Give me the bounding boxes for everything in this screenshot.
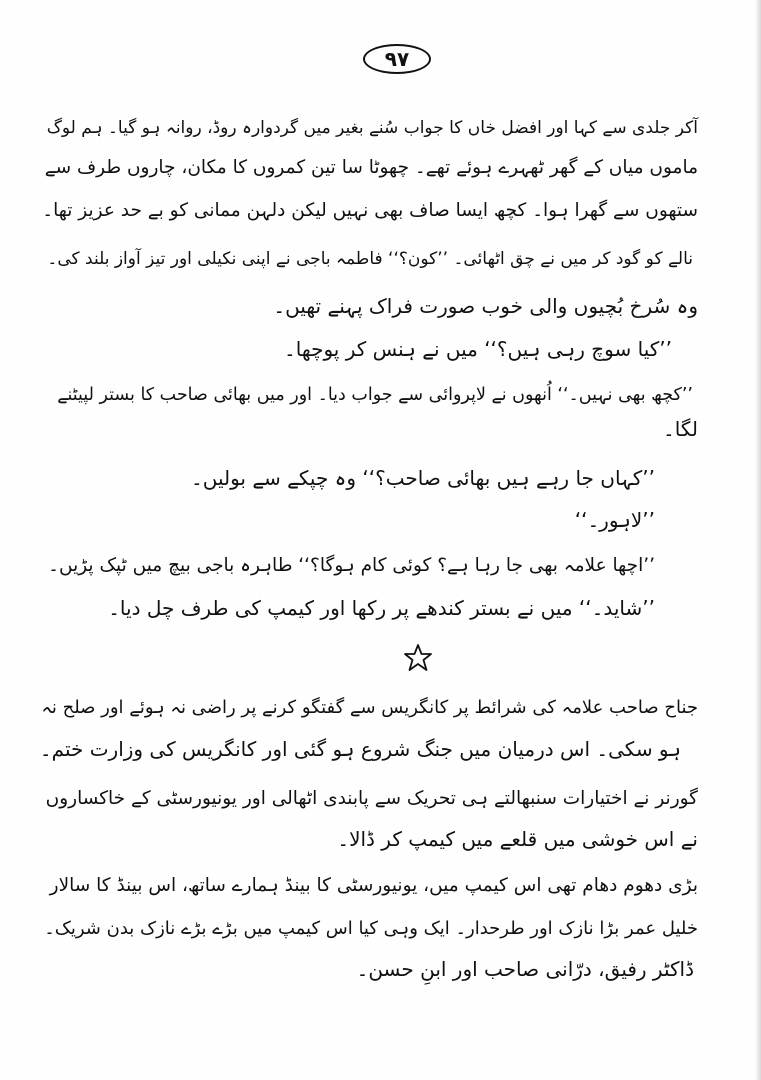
text-line-8: لگا۔ [663, 417, 698, 441]
text-line-19: ڈاکٹر رفیق، درّانی صاحب اور ابنِ حسن۔ [356, 957, 694, 981]
text-line-4: نالے کو گود کر میں نے چق اٹھائی۔ ’’کون؟‘‘ فاطمہ باجی نے اپنی نکیلی اور تیز آواز بلند کی۔ [47, 249, 693, 269]
text-line-1: آکر جلدی سے کہا اور افضل خاں کا جواب سُنے بغیر میں گردوارہ روڈ، روانہ ہو گیا۔ ہم لوگ [46, 118, 698, 138]
text-line-3: ستھوں سے گھرا ہوا۔ کچھ ایسا صاف بھی نہیں لیکن دلہن ممانی کو بے حد عزیز تھا۔ [42, 200, 698, 221]
text-line-7: ’’کچھ بھی نہیں۔‘‘ اُنھوں نے لاپروائی سے جواب دیا۔ اور میں بھائی صاحب کا بستر لپیٹنے [57, 385, 693, 405]
page-number: ۹۷ [363, 44, 431, 74]
text-line-11: ’’اچھا علامہ بھی جا رہا ہے؟ کوئی کام ہوگا؟‘‘ طاہرہ باجی بیچ میں ٹپک پڑیں۔ [48, 555, 655, 576]
page-edge [755, 0, 761, 1080]
text-line-12: ’’شاید۔‘‘ میں نے بستر کندھے پر رکھا اور کیمپ کی طرف چل دیا۔ [108, 596, 655, 620]
text-line-16: نے اس خوشی میں قلعے میں کیمپ کر ڈالا۔ [337, 827, 698, 851]
text-line-2: ماموں میاں کے گھر ٹھہرے ہوئے تھے۔ چھوٹا سا تین کمروں کا مکان، چاروں طرف سے [44, 157, 698, 178]
text-line-10: ’’لاہور۔‘‘ [574, 508, 655, 532]
text-line-13: جناح صاحب علامہ کی شرائط پر کانگریس سے گفتگو کرنے پر راضی نہ ہوئے اور صلح نہ [41, 697, 698, 718]
text-line-14: ہو سکی۔ اس درمیان میں جنگ شروع ہو گئی اور کانگریس کی وزارت ختم۔ [39, 737, 681, 761]
text-line-6: ’’کیا سوچ رہی ہیں؟‘‘ میں نے ہنس کر پوچھا۔ [284, 337, 672, 361]
text-line-15: گورنر نے اختیارات سنبھالتے ہی تحریک سے پابندی اٹھالی اور یونیورسٹی کے خاکساروں [45, 788, 698, 809]
section-star-icon [403, 643, 433, 673]
text-line-17: بڑی دھوم دھام تھی اس کیمپ میں، یونیورسٹی کا بینڈ ہمارے ساتھ، اس بینڈ کا سالار [49, 875, 698, 896]
text-line-9: ’’کہاں جا رہے ہیں بھائی صاحب؟‘‘ وہ چپکے سے بولیں۔ [191, 466, 655, 490]
text-line-5: وہ سُرخ بُچیوں والی خوب صورت فراک پہنے تھیں۔ [273, 294, 698, 318]
text-line-18: خلیل عمر بڑا نازک اور طرحدار۔ ایک وہی کیا اس کیمپ میں بڑے بڑے نازک بدن شریک۔ [44, 918, 698, 939]
